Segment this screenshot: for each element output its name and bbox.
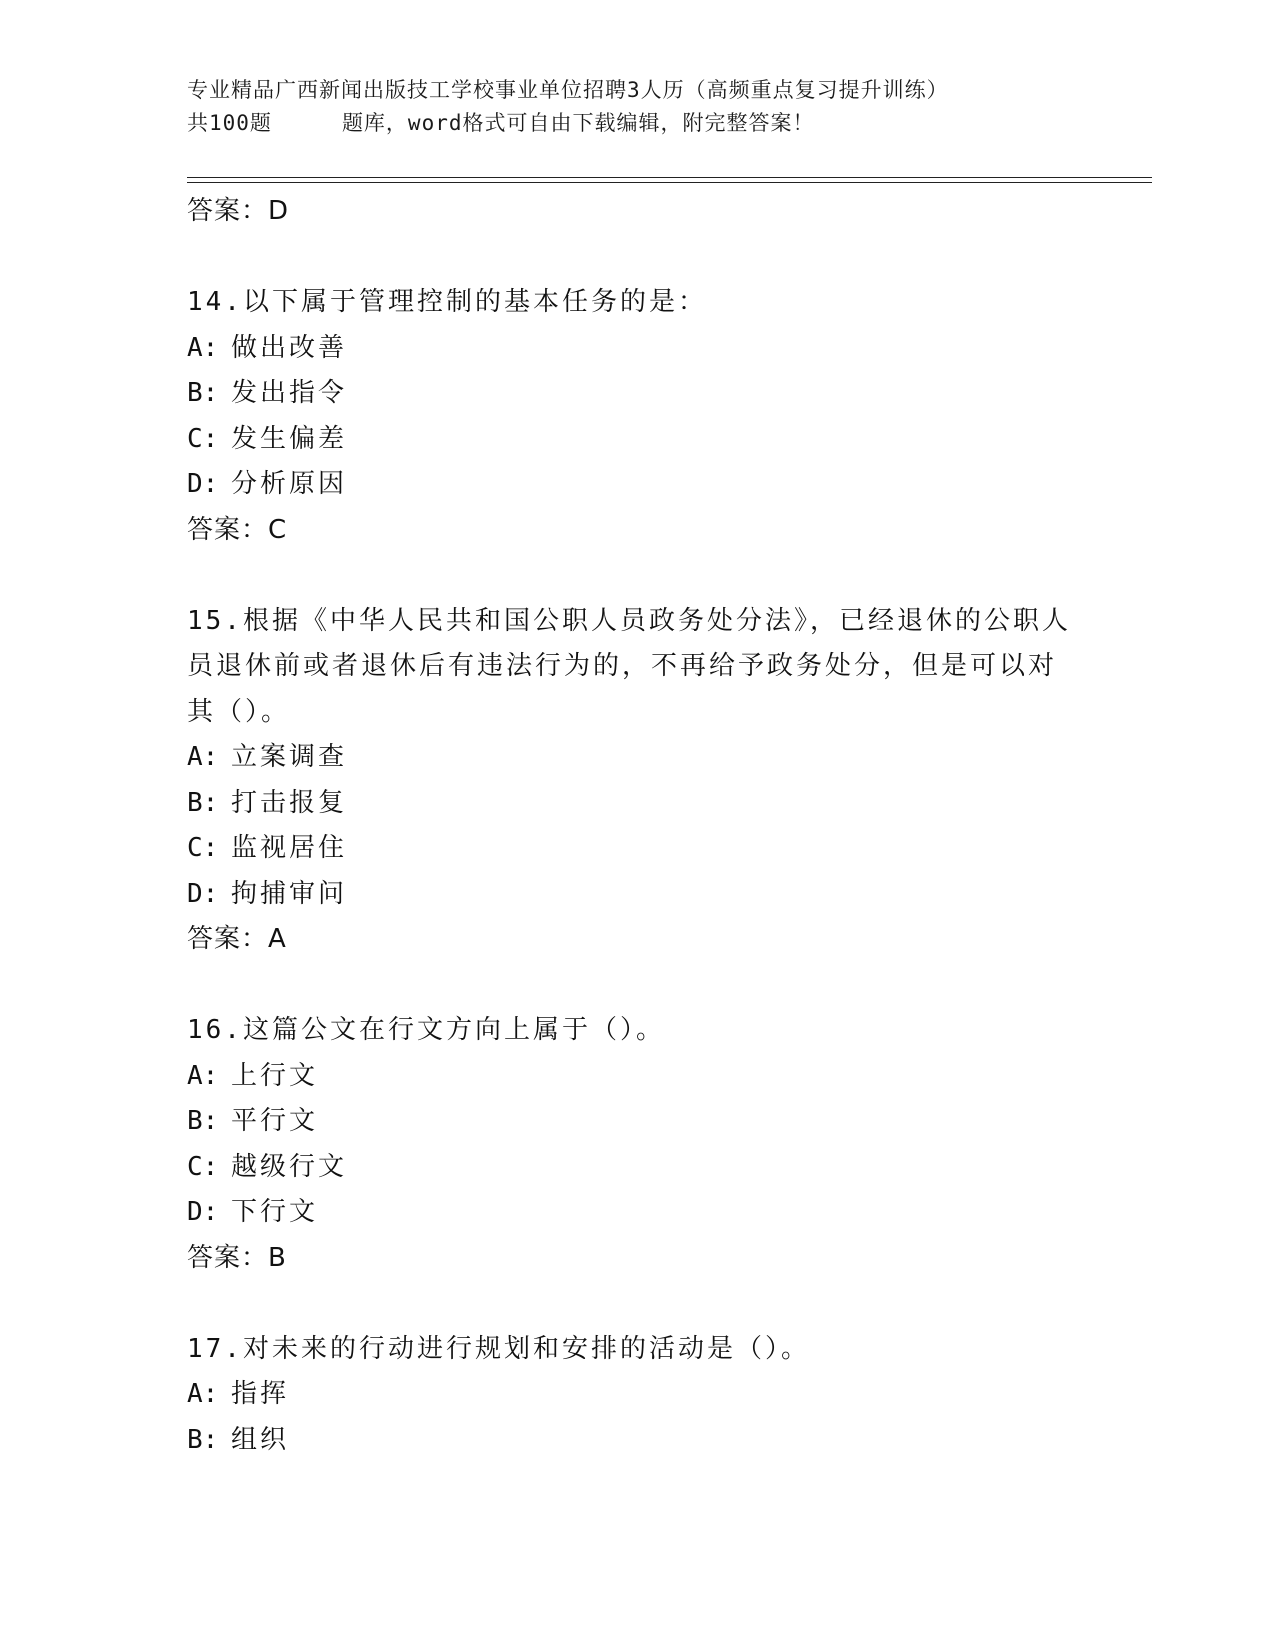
option-a — [187, 326, 1107, 372]
option-text: 做出改善 — [231, 332, 348, 363]
option-text: 立案调查 — [231, 742, 348, 772]
option-c — [187, 1145, 1107, 1191]
option-c — [187, 826, 1107, 872]
question-block — [187, 599, 1107, 963]
option-text: 指挥 — [231, 1379, 290, 1409]
option-b — [187, 1418, 1107, 1464]
answer-line: 答案：D — [187, 196, 290, 226]
option-text: 拘捕审问 — [231, 878, 348, 909]
question-block — [187, 1327, 1107, 1464]
header-question-count: 共100题 — [187, 111, 272, 135]
option-d — [187, 872, 1107, 918]
option-text: 发生偏差 — [231, 423, 348, 454]
option-b — [187, 781, 1107, 827]
option-key: A: — [187, 1379, 219, 1409]
question-stem-line-3: 其（）。 — [187, 696, 291, 727]
header-description: 题库，word格式可自由下载编辑，附完整答案！ — [341, 111, 815, 135]
page-header — [187, 74, 1117, 140]
option-key: B: — [187, 787, 219, 818]
header-title-line: 专业精品广西新闻出版技工学校事业单位招聘3人历（高频重点复习提升训练） — [187, 78, 949, 102]
option-key: B: — [187, 378, 219, 408]
question-stem-line-1: 15.根据《中华人民共和国公职人员政务处分法》，已经退休的公职人 — [187, 605, 1071, 636]
question-stem: 17.对未来的行动进行规划和安排的活动是（）。 — [187, 1333, 810, 1364]
question-stem: 14.以下属于管理控制的基本任务的是： — [187, 287, 707, 317]
option-key: C: — [187, 423, 219, 454]
option-text: 分析原因 — [231, 469, 348, 499]
option-a — [187, 735, 1107, 781]
option-b — [187, 371, 1107, 417]
option-key: A: — [187, 1060, 219, 1091]
option-key: A: — [187, 742, 219, 772]
option-text: 上行文 — [231, 1060, 319, 1091]
option-c — [187, 417, 1107, 463]
option-d — [187, 462, 1107, 508]
option-text: 组织 — [231, 1424, 290, 1455]
answer-line: 答案：A — [187, 924, 287, 954]
option-a — [187, 1054, 1107, 1100]
option-b — [187, 1099, 1107, 1145]
header-subtitle-line — [187, 107, 1117, 140]
question-stem: 16.这篇公文在行文方向上属于（）。 — [187, 1015, 665, 1045]
header-divider-bottom — [187, 182, 1152, 183]
option-key: D: — [187, 1197, 219, 1227]
option-text: 越级行文 — [231, 1151, 348, 1182]
option-text: 下行文 — [231, 1197, 319, 1227]
option-key: C: — [187, 1151, 219, 1182]
answer-line: 答案：B — [187, 1242, 287, 1273]
question-list — [187, 189, 1107, 1463]
option-text: 监视居住 — [231, 833, 348, 863]
option-a — [187, 1372, 1107, 1418]
option-text: 发出指令 — [231, 378, 348, 408]
question-block — [187, 280, 1107, 553]
option-key: D: — [187, 469, 219, 499]
option-d — [187, 1190, 1107, 1236]
option-text: 平行文 — [231, 1106, 319, 1136]
option-text: 打击报复 — [231, 787, 348, 818]
option-key: B: — [187, 1424, 219, 1455]
option-key: D: — [187, 878, 219, 909]
question-stem-line-2: 员退休前或者退休后有违法行为的，不再给予政务处分，但是可以对 — [187, 651, 1058, 681]
option-key: C: — [187, 833, 219, 863]
question-block — [187, 1008, 1107, 1281]
answer-line: 答案：C — [187, 514, 288, 545]
header-divider-top — [187, 177, 1152, 178]
option-key: A: — [187, 332, 219, 363]
option-key: B: — [187, 1106, 219, 1136]
